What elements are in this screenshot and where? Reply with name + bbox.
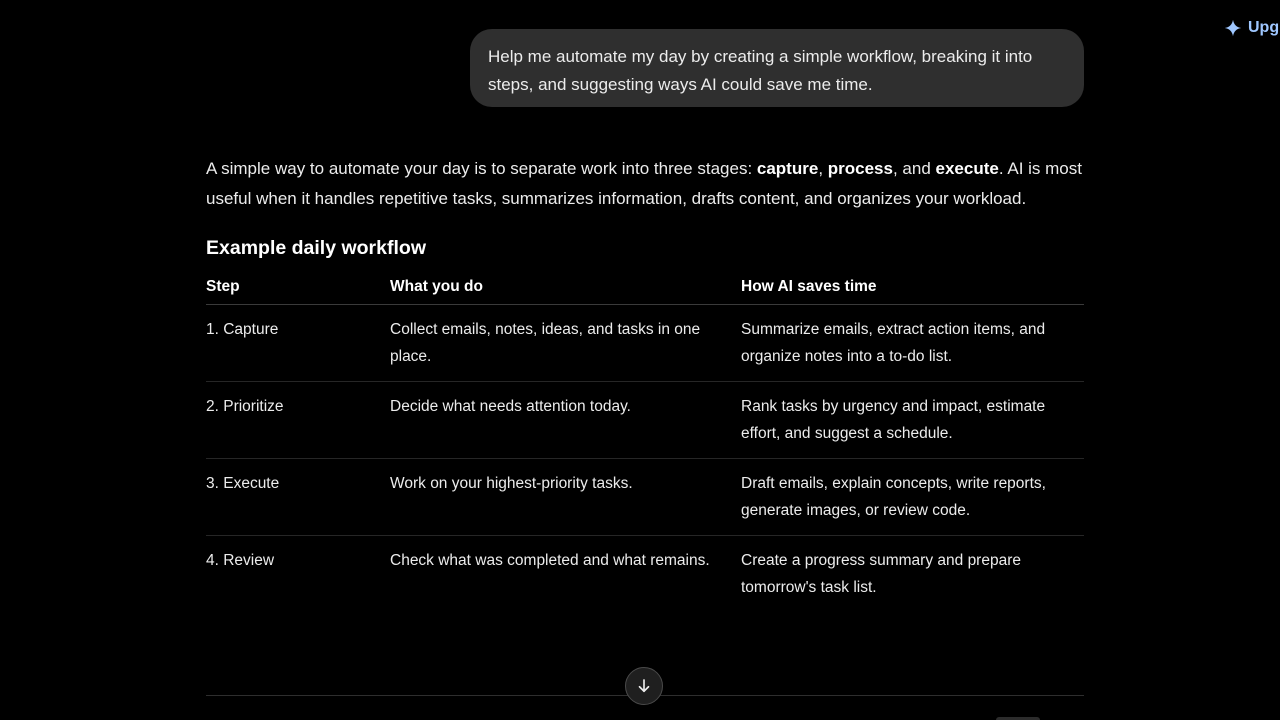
intro-bold-execute: execute: [935, 159, 999, 178]
user-message-bubble: [470, 29, 1084, 107]
section-title: Example daily workflow: [206, 237, 426, 259]
table-cell-action: Work on your highest-priority tasks.: [390, 459, 741, 536]
table-cell-step: 4. Review: [206, 552, 275, 569]
intro-bold-capture: capture: [756, 159, 819, 178]
table-cell-action: Collect emails, notes, ideas, and tasks in one place.: [390, 305, 741, 382]
intro-text-1: A simple way to automate your day is to separate work into three stages:: [206, 159, 757, 178]
table-cell-ai-benefit: Rank tasks by urgency and impact, estimate effort, and suggest a schedule.: [741, 382, 1084, 459]
table-row: [206, 536, 1084, 613]
upgrade-label: Upg: [1248, 19, 1280, 36]
table-cell-ai-benefit: Draft emails, explain concepts, write reports, generate images, or review code.: [741, 459, 1084, 536]
intro-text-2: . AI is most useful when it handles repetitive tasks, summarizes information, drafts content, and organizes your workload.: [206, 159, 1082, 208]
table-cell-step: 2. Prioritize: [206, 382, 390, 459]
column-header-step: Step: [206, 273, 390, 305]
table-row: [206, 382, 1084, 459]
intro-separator-1: ,: [818, 159, 828, 178]
assistant-response: [206, 154, 1084, 612]
upgrade-button[interactable]: [1224, 19, 1279, 37]
table-cell-ai-benefit: Summarize emails, extract action items, and organize notes into a to-do list.: [741, 305, 1084, 382]
table-row: [206, 459, 1084, 536]
arrow-down-icon: [635, 677, 653, 695]
table-cell-action: Decide what needs attention today.: [390, 382, 741, 459]
intro-bold-process: process: [827, 159, 893, 178]
table-cell-action: Check what was completed and what remains.: [390, 552, 710, 569]
column-header-how-ai-saves-time: How AI saves time: [741, 273, 1084, 305]
sparkle-icon: [1224, 19, 1242, 37]
intro-separator-2: , and: [892, 159, 936, 178]
table-header-row: [206, 273, 1084, 305]
table-cell-step: 1. Capture: [206, 305, 390, 382]
intro-paragraph: [206, 154, 1084, 213]
scroll-to-bottom-button[interactable]: [625, 667, 663, 705]
workflow-table: [206, 273, 1084, 612]
user-message-text: Help me automate my day by creating a simple workflow, breaking it into steps, and suggesting ways AI could save me time.: [488, 47, 1033, 94]
column-header-what-you-do: What you do: [390, 273, 741, 305]
table-cell-step: 3. Execute: [206, 459, 390, 536]
table-cell-ai-benefit: Create a progress summary and prepare tomorrow's task list.: [741, 552, 1021, 596]
table-row: [206, 305, 1084, 382]
